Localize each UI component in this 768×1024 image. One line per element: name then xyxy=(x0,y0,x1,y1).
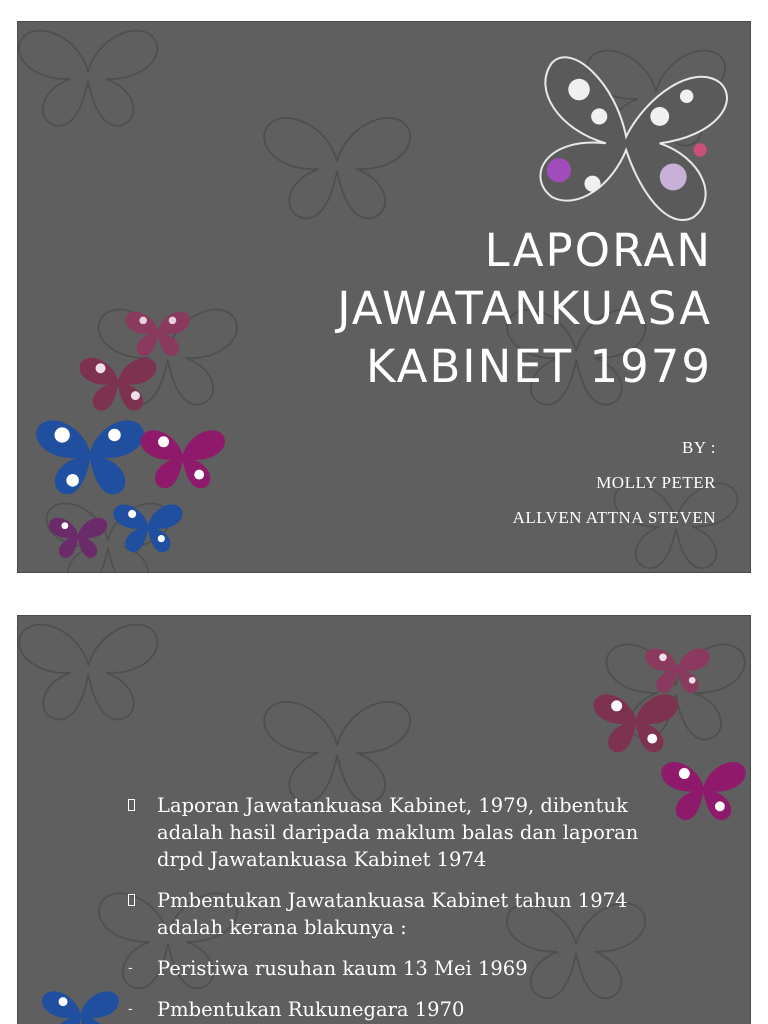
slide-title-text xyxy=(192,222,712,396)
bullet-text: Laporan Jawatankuasa Kabinet, 1979, dibentuk adalah hasil daripada maklum balas dan laporan drpd Jawatankuasa Kabinet 1974 xyxy=(157,794,639,871)
bullet-text: Peristiwa rusuhan kaum 13 Mei 1969 xyxy=(157,957,528,980)
square-bullet-icon xyxy=(128,799,135,811)
butterfly-icon xyxy=(42,991,119,1024)
author-1: MOLLY PETER xyxy=(596,473,716,492)
dash-bullet-icon: - xyxy=(128,1002,133,1017)
dash-bullet-icon: - xyxy=(128,961,133,976)
butterfly-icon xyxy=(645,649,710,693)
title-line-1: LAPORAN xyxy=(484,224,712,277)
slide-content xyxy=(17,615,751,1024)
butterfly-icon xyxy=(140,430,225,488)
butterfly-icon xyxy=(113,505,182,553)
butterfly-icon xyxy=(126,312,191,356)
square-bullet-icon xyxy=(128,894,135,906)
list-item xyxy=(128,792,688,873)
byline-label: BY : xyxy=(682,438,716,457)
list-item xyxy=(128,996,688,1023)
butterfly-icon xyxy=(594,694,679,752)
author-2: ALLVEN ATTNA STEVEN xyxy=(512,508,716,527)
slide-title xyxy=(17,21,751,573)
bullet-list xyxy=(128,792,688,1024)
list-item xyxy=(128,887,688,941)
bullet-text: Pmbentukan Jawatankuasa Kabinet tahun 1974 adalah kerana blakunya : xyxy=(157,889,628,939)
byline xyxy=(513,430,716,535)
bullet-text: Pmbentukan Rukunegara 1970 xyxy=(157,998,465,1021)
title-line-3: KABINET 1979 xyxy=(365,340,712,393)
butterfly-icon xyxy=(36,420,144,494)
list-item xyxy=(128,955,688,982)
title-line-2: JAWATANKUASA xyxy=(337,282,712,335)
